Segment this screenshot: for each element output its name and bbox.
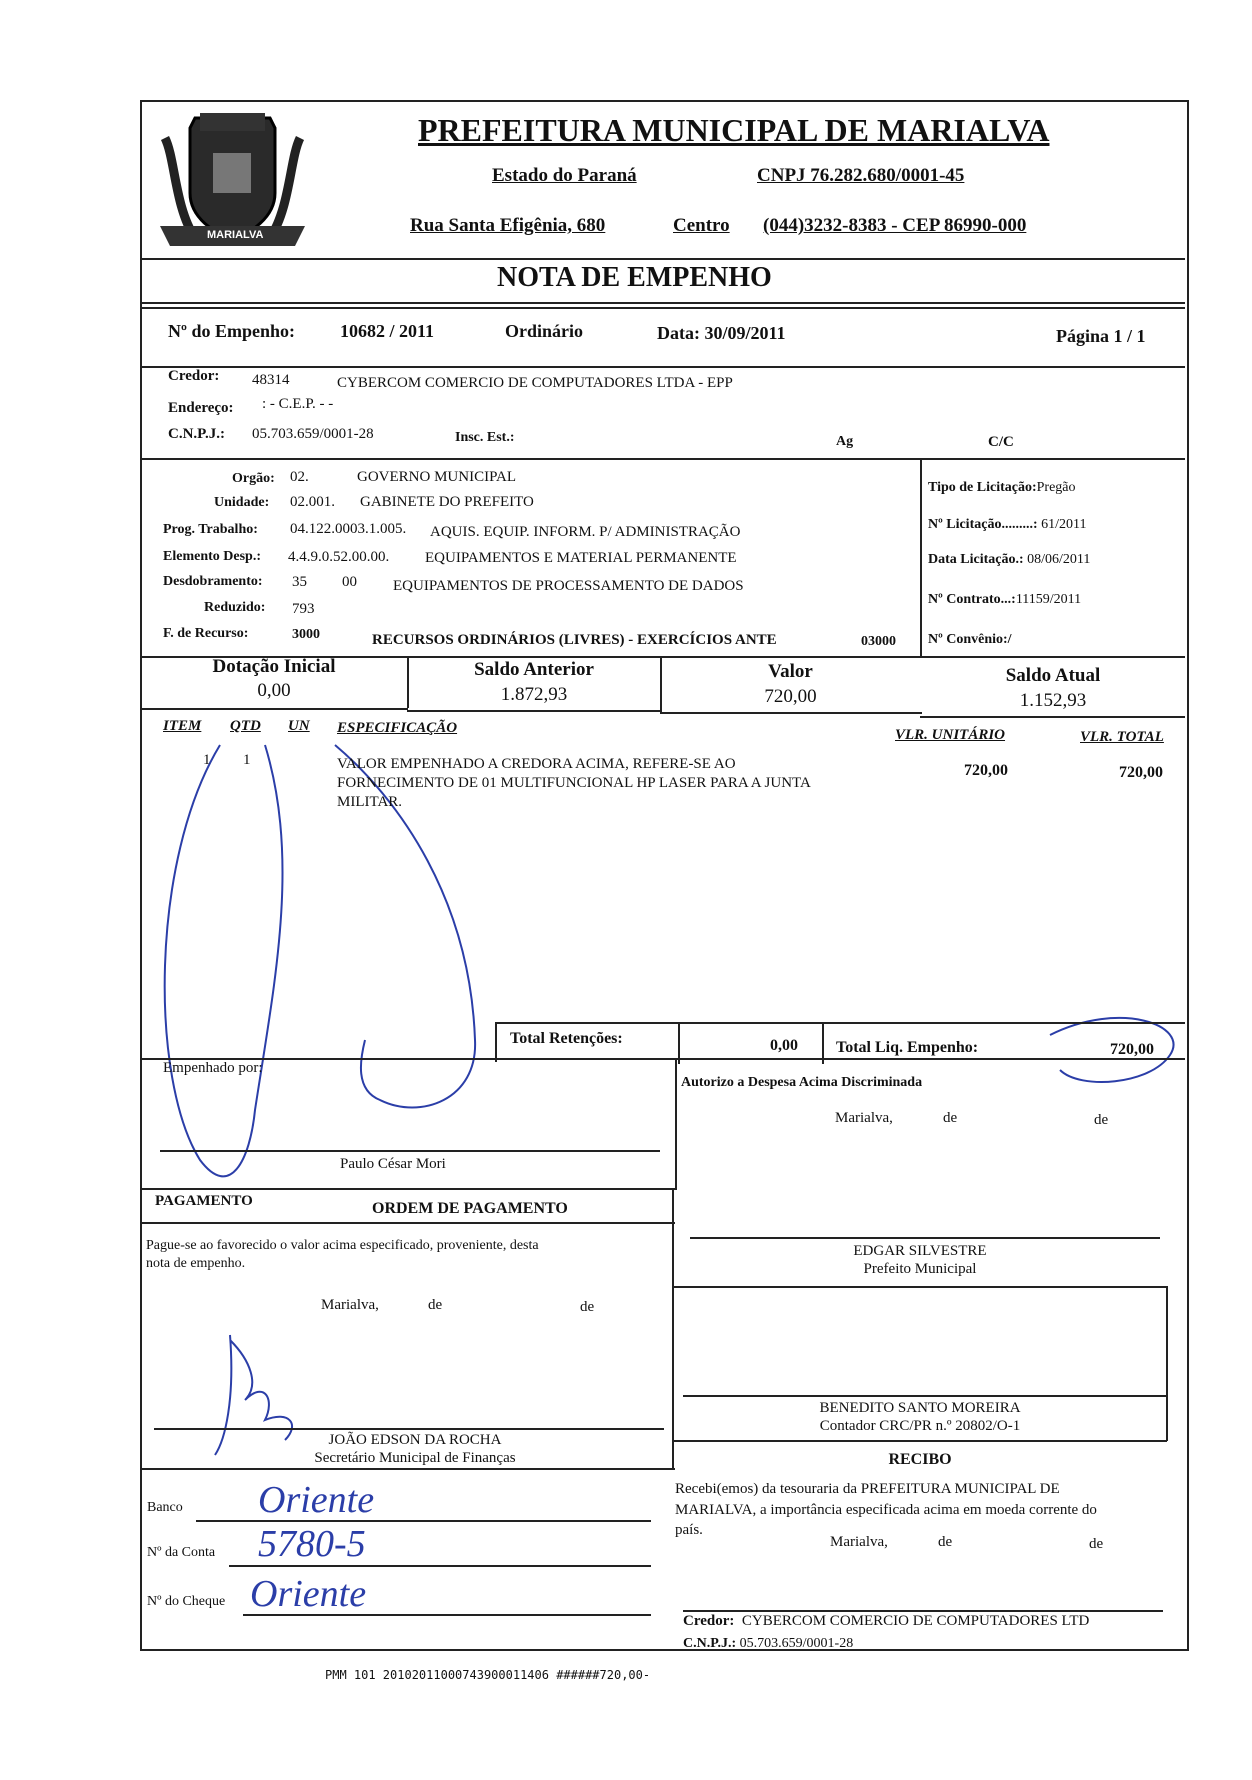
unidade-label: Unidade:: [214, 495, 270, 510]
divider: [140, 366, 1185, 368]
divider: [140, 302, 1185, 304]
reduzido-value: 793: [292, 601, 315, 617]
credor-cnpj: 05.703.659/0001-28: [252, 426, 374, 442]
autorizo-city: Marialva,: [835, 1110, 893, 1126]
credor-address-label: Endereço:: [168, 400, 234, 416]
recibo-city: Marialva,: [830, 1534, 888, 1550]
empenho-label: Nº do Empenho:: [168, 321, 295, 341]
reduzido-label: Reduzido:: [204, 600, 266, 615]
divider: [495, 1022, 497, 1062]
desd-label: Desdobramento:: [163, 574, 263, 589]
recibo-cnpj-value: 05.703.659/0001-28: [739, 1636, 854, 1651]
col-vlr-total: VLR. TOTAL: [1080, 729, 1164, 745]
licitacao-date-label: Data Licitação.:: [928, 552, 1024, 567]
fonte-code: 3000: [292, 627, 320, 642]
unidade-code: 02.001.: [290, 494, 335, 510]
elem-label: Elemento Desp.:: [163, 549, 261, 564]
divider: [140, 307, 1185, 309]
dotacao-label: Dotação Inicial: [212, 656, 336, 677]
divider: [672, 1188, 674, 1468]
credor-cnpj-label: C.N.P.J.:: [168, 426, 225, 442]
credor-label: Credor:: [168, 368, 220, 384]
ag-label: Ag: [836, 434, 854, 449]
prog-code: 04.122.0003.1.005.: [290, 521, 407, 537]
signature-line: [160, 1150, 660, 1152]
credor-code: 48314: [252, 372, 290, 388]
autorizo-de-2: de: [1094, 1112, 1109, 1128]
page-title: PREFEITURA MUNICIPAL DE MARIALVA: [418, 112, 1050, 148]
col-vlr-unitario: VLR. UNITÁRIO: [895, 727, 1006, 743]
prog-label: Prog. Trabalho:: [163, 522, 258, 537]
fonte-desc: RECURSOS ORDINÁRIOS (LIVRES) - EXERCÍCIOS ANTE: [372, 632, 777, 648]
footer-code: PMM 101 20102011000743900011406 ######720,00-: [325, 1668, 651, 1682]
empenho-type: Ordinário: [505, 321, 584, 341]
conta-label: Nº da Conta: [147, 1545, 216, 1560]
divider: [407, 710, 661, 712]
divider: [672, 1286, 1167, 1288]
cc-label: C/C: [988, 434, 1014, 450]
item-spec-line-1: VALOR EMPENHADO A CREDORA ACIMA, REFERE-SE AO: [337, 756, 736, 772]
prefeito-role: Prefeito Municipal: [863, 1261, 977, 1277]
col-especificacao: ESPECIFICAÇÃO: [337, 720, 458, 736]
empenhado-label: Empenhado por:: [163, 1060, 263, 1076]
desd-desc: EQUIPAMENTOS DE PROCESSAMENTO DE DADOS: [393, 578, 744, 594]
divider: [920, 716, 1185, 718]
banco-label: Banco: [147, 1500, 183, 1515]
col-un: UN: [288, 718, 310, 734]
autorizo-label: Autorizo a Despesa Acima Discriminada: [681, 1075, 923, 1090]
divider: [1166, 1286, 1168, 1441]
valor-value: 720,00: [764, 686, 817, 707]
recibo-de-1: de: [938, 1534, 953, 1550]
item-total-value: 720,00: [1119, 764, 1163, 781]
divider: [495, 1022, 1185, 1024]
saldo-atual-label: Saldo Atual: [1005, 665, 1101, 686]
orgao-desc: GOVERNO MUNICIPAL: [357, 469, 517, 485]
pagamento-city: Marialva,: [321, 1297, 379, 1313]
divider: [140, 1058, 1185, 1060]
total-liquido-value: 720,00: [1110, 1041, 1154, 1058]
pagamento-de-1: de: [428, 1297, 443, 1313]
recibo-text-1: Recebi(emos) da tesouraria da PREFEITURA MUNICIPAL DE: [675, 1481, 1060, 1497]
divider: [672, 1440, 1167, 1442]
empenhado-name: Paulo César Mori: [340, 1156, 446, 1172]
address-label: Rua Santa Efigênia, 680: [410, 215, 606, 236]
item-qtd: 1: [243, 752, 251, 768]
divider: [140, 708, 408, 710]
recibo-cnpj-label: C.N.P.J.:: [683, 1636, 737, 1651]
contrato-label: Nº Contrato...:: [928, 592, 1016, 607]
divider: [675, 1060, 677, 1190]
licitacao-number: [928, 517, 1086, 533]
fonte-label: F. de Recurso:: [163, 626, 249, 641]
cnpj-label: CNPJ 76.282.680/0001-45: [757, 165, 965, 186]
col-item: ITEM: [163, 718, 202, 734]
secretario-role: Secretário Municipal de Finanças: [314, 1450, 516, 1466]
divider: [660, 712, 922, 714]
saldo-anterior-label: Saldo Anterior: [474, 659, 594, 680]
empenho-date: Data: 30/09/2011: [657, 323, 786, 343]
licitacao-tipo-label: Tipo de Licitação:: [928, 480, 1037, 495]
licitacao-number-label: Nº Licitação.........:: [928, 517, 1038, 532]
divider: [920, 458, 922, 658]
licitacao-tipo: [928, 480, 1076, 496]
credor-address: : - C.E.P. - -: [262, 396, 334, 412]
item-number: 1: [203, 752, 211, 768]
state-label: Estado do Paraná: [492, 165, 637, 186]
orgao-label: Orgão:: [232, 471, 275, 486]
recibo-credor: [683, 1613, 1089, 1630]
district-label: Centro: [673, 215, 730, 236]
divider: [140, 258, 1185, 260]
fonte-number: 03000: [861, 634, 896, 649]
licitacao-date-value: 08/06/2011: [1027, 552, 1091, 567]
divider: [140, 1468, 675, 1470]
elem-desc: EQUIPAMENTOS E MATERIAL PERMANENTE: [425, 550, 737, 566]
recibo-cnpj: [683, 1636, 853, 1652]
desd-code-1: 35: [292, 574, 307, 590]
orgao-code: 02.: [290, 469, 309, 485]
item-unit-value: 720,00: [964, 762, 1008, 779]
autorizo-de-1: de: [943, 1110, 958, 1126]
divider: [140, 458, 1185, 460]
elem-code: 4.4.9.0.52.00.00.: [288, 549, 390, 565]
unidade-desc: GABINETE DO PREFEITO: [360, 494, 534, 510]
recibo-text-3: país.: [675, 1522, 703, 1538]
recibo-de-2: de: [1089, 1536, 1104, 1552]
desd-code-2: 00: [342, 574, 357, 590]
conta-value: 5780-5: [258, 1523, 366, 1565]
recibo-credor-label: Credor:: [683, 1613, 735, 1629]
credor-name: CYBERCOM COMERCIO DE COMPUTADORES LTDA - EPP: [337, 375, 733, 391]
licitacao-tipo-value: Pregão: [1036, 480, 1076, 495]
col-qtd: QTD: [230, 718, 261, 734]
cheque-label: Nº do Cheque: [147, 1594, 226, 1609]
licitacao-date: [928, 552, 1090, 568]
municipal-crest: [155, 98, 310, 258]
recibo-credor-name: CYBERCOM COMERCIO DE COMPUTADORES LTD: [741, 1613, 1090, 1629]
total-retencoes-label: Total Retenções:: [510, 1030, 623, 1047]
prog-desc: AQUIS. EQUIP. INFORM. P/ ADMINISTRAÇÃO: [430, 524, 741, 540]
signature-line: [154, 1428, 664, 1430]
banco-value: Oriente: [258, 1479, 375, 1521]
prefeito-name: EDGAR SILVESTRE: [853, 1243, 987, 1259]
signature-line: [683, 1395, 1167, 1397]
saldo-anterior-value: 1.872,93: [500, 684, 568, 705]
item-spec-line-3: MILITAR.: [337, 794, 403, 810]
cheque-value: Oriente: [250, 1573, 367, 1615]
insc-label: Insc. Est.:: [455, 430, 515, 445]
total-retencoes-value: 0,00: [770, 1037, 798, 1054]
item-spec-line-2: FORNECIMENTO DE 01 MULTIFUNCIONAL HP LASER PARA A JUNTA: [337, 775, 811, 791]
signature-line: [683, 1610, 1163, 1612]
ordem-pagamento-title: ORDEM DE PAGAMENTO: [372, 1200, 568, 1217]
total-liquido-label: Total Liq. Empenho:: [836, 1039, 979, 1056]
saldo-atual-value: 1.152,93: [1019, 690, 1087, 711]
licitacao-number-value: 61/2011: [1041, 517, 1087, 532]
recibo-title: RECIBO: [888, 1451, 952, 1468]
divider: [140, 1222, 675, 1224]
pagamento-label: PAGAMENTO: [155, 1193, 253, 1209]
convenio: Nº Convênio:/: [928, 632, 1012, 647]
dotacao-value: 0,00: [257, 680, 291, 701]
contador-name: BENEDITO SANTO MOREIRA: [819, 1400, 1021, 1416]
signature-line: [690, 1237, 1160, 1239]
document-title: NOTA DE EMPENHO: [497, 262, 772, 293]
pagamento-text-1: Pague-se ao favorecido o valor acima especificado, proveniente, desta: [146, 1238, 539, 1253]
empenho-number: 10682 / 2011: [340, 321, 435, 341]
contrato-value: 11159/2011: [1015, 592, 1082, 607]
secretario-name: JOÃO EDSON DA ROCHA: [328, 1432, 502, 1448]
phone-cep-label: (044)3232-8383 - CEP 86990-000: [763, 215, 1027, 236]
recibo-text-2: MARIALVA, a importância especificada acima em moeda corrente do: [675, 1502, 1097, 1518]
page-number: Página 1 / 1: [1056, 326, 1146, 346]
crest-text: MARIALVA: [207, 229, 264, 241]
pagamento-de-2: de: [580, 1299, 595, 1315]
divider: [140, 1188, 675, 1190]
contrato: [928, 592, 1081, 608]
pagamento-text-2: nota de empenho.: [146, 1256, 246, 1271]
contador-role: Contador CRC/PR n.º 20802/O-1: [819, 1418, 1021, 1434]
valor-label: Valor: [768, 661, 813, 682]
